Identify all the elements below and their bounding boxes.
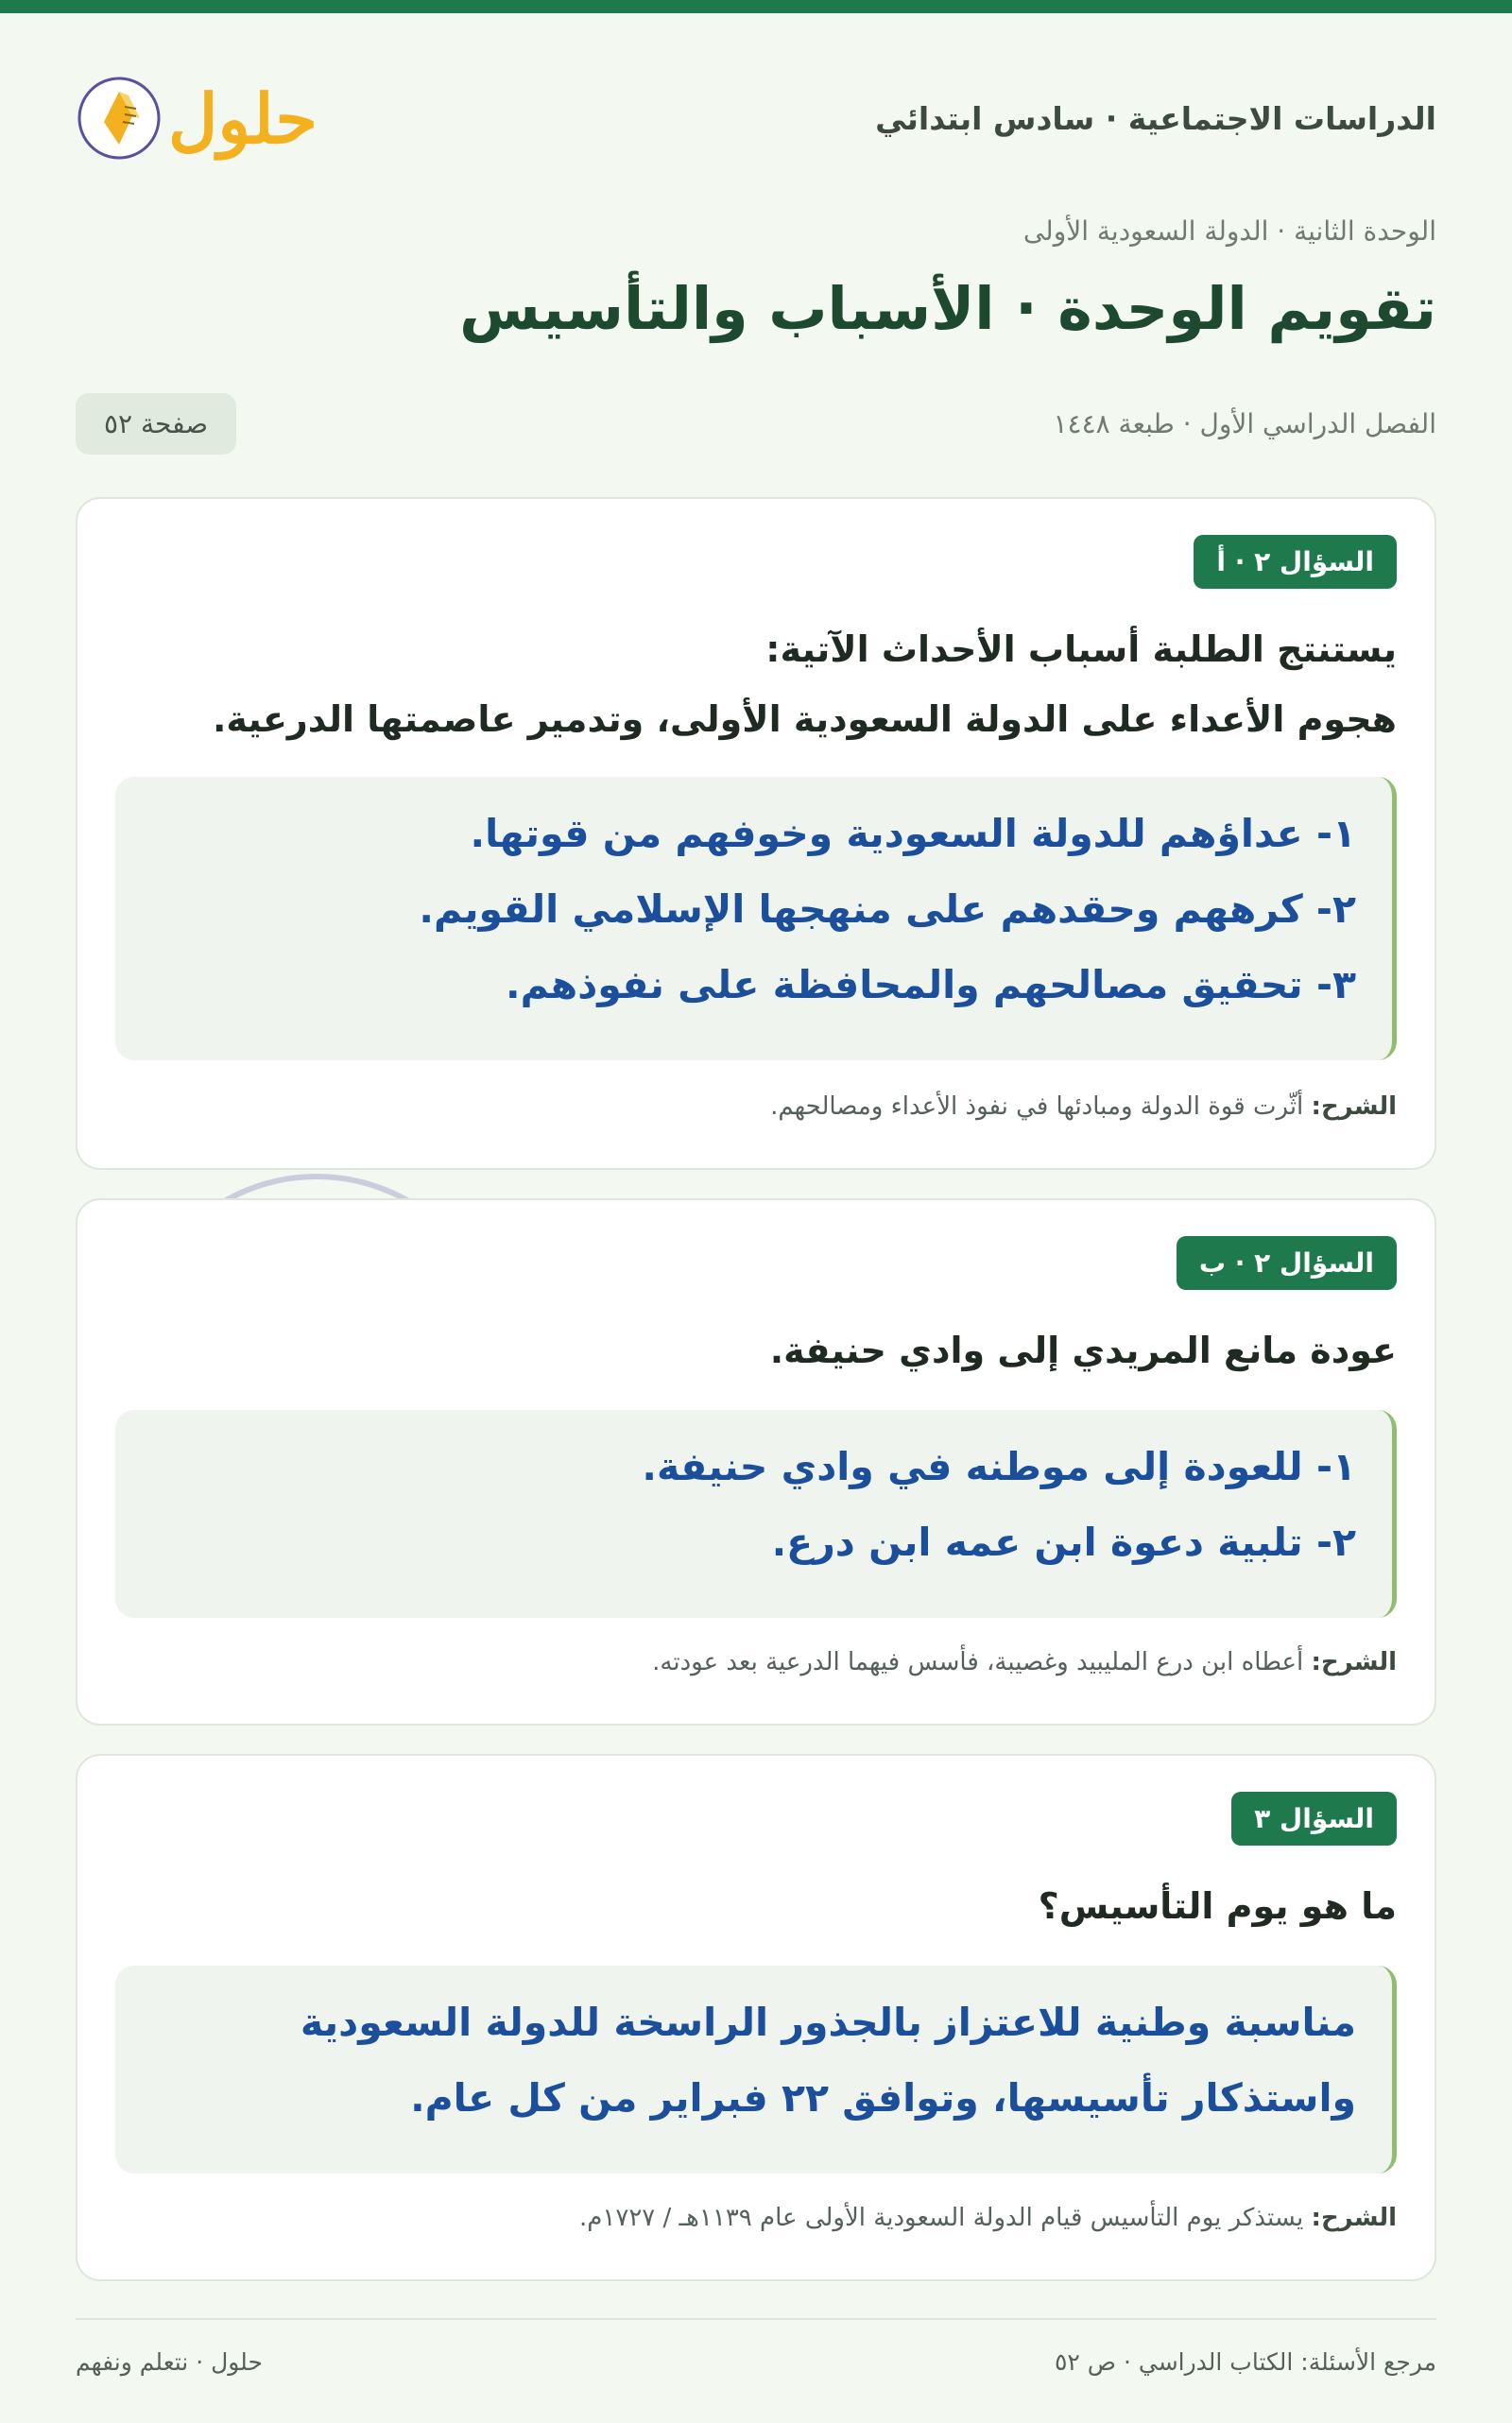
- top-accent-bar: [0, 0, 1512, 13]
- answer-line: ١- للعودة إلى موطنه في وادي حنيفة.: [642, 1444, 1356, 1489]
- explanation-label: الشرح:: [1311, 1648, 1397, 1676]
- explanation-text: أثّرت قوة الدولة ومبادئها في نفوذ الأعداء ومصالحهم.: [770, 1092, 1304, 1121]
- subject-title: الدراسات الاجتماعية · سادس ابتدائي: [875, 99, 1436, 137]
- book-logo-icon: [76, 75, 163, 162]
- question-badge: السؤال ٣: [1231, 1792, 1397, 1846]
- answer-box: [115, 777, 1397, 1060]
- footer-reference: مرجع الأسئلة: الكتاب الدراسي · ص ٥٢: [1054, 2348, 1436, 2376]
- page-footer: [76, 2348, 1436, 2376]
- question-line: هجوم الأعداء على الدولة السعودية الأولى، وتدمير عاصمتها الدرعية.: [212, 698, 1397, 740]
- question-badge: السؤال ٢ · أ: [1194, 535, 1397, 589]
- page-header: [76, 57, 1436, 180]
- breadcrumb: الوحدة الثانية · الدولة السعودية الأولى: [1022, 215, 1436, 247]
- page-number-badge: صفحة ٥٢: [76, 393, 236, 455]
- explanation: [115, 1092, 1397, 1121]
- answer-line: ٢- كرههم وحقدهم على منهجها الإسلامي القويم.: [419, 886, 1356, 932]
- answer-box: [115, 1966, 1397, 2174]
- explanation-text: يستذكر يوم التأسيس قيام الدولة السعودية الأولى عام ١١٣٩هـ / ١٧٢٧م.: [579, 2204, 1304, 2232]
- explanation-text: أعطاه ابن درع المليبيد وغصيبة، فأسس فيهما الدرعية بعد عودته.: [652, 1648, 1304, 1676]
- footer-tagline: حلول · نتعلم ونفهم: [76, 2348, 263, 2376]
- explanation-label: الشرح:: [1311, 2204, 1397, 2232]
- answer-line: ١- عداؤهم للدولة السعودية وخوفهم من قوتها.: [470, 811, 1356, 856]
- question-line: عودة مانع المريدي إلى وادي حنيفة.: [769, 1330, 1397, 1371]
- footer-divider: [76, 2318, 1436, 2320]
- answer-line: واستذكار تأسيسها، وتوافق ٢٢ فبراير من كل عام.: [410, 2075, 1356, 2121]
- explanation: [115, 1648, 1397, 1676]
- answer-line: ٢- تلبية دعوة ابن عمه ابن درع.: [771, 1520, 1356, 1565]
- question-card-2a: [76, 497, 1436, 1170]
- answer-line: ٣- تحقيق مصالحهم والمحافظة على نفوذهم.: [506, 962, 1356, 1007]
- answer-line: مناسبة وطنية للاعتزاز بالجذور الراسخة للدولة السعودية: [300, 2000, 1356, 2045]
- question-card-2b: [76, 1198, 1436, 1726]
- explanation-label: الشرح:: [1311, 1092, 1397, 1121]
- question-line: يستنتج الطلبة أسباب الأحداث الآتية:: [765, 628, 1397, 670]
- question-text: [115, 1871, 1397, 1941]
- question-text: [115, 1315, 1397, 1385]
- term-edition: الفصل الدراسي الأول · طبعة ١٤٤٨: [1053, 407, 1436, 439]
- logo-text: حلول: [168, 77, 318, 159]
- answer-box: [115, 1410, 1397, 1618]
- question-card-3: [76, 1754, 1436, 2281]
- question-text: [115, 614, 1397, 754]
- question-badge: السؤال ٢ · ب: [1177, 1236, 1397, 1290]
- brand-logo[interactable]: [76, 75, 318, 162]
- page-title: تقويم الوحدة · الأسباب والتأسيس: [459, 274, 1436, 343]
- meta-row: [76, 389, 1436, 457]
- question-line: ما هو يوم التأسيس؟: [1038, 1885, 1397, 1927]
- explanation: [115, 2204, 1397, 2232]
